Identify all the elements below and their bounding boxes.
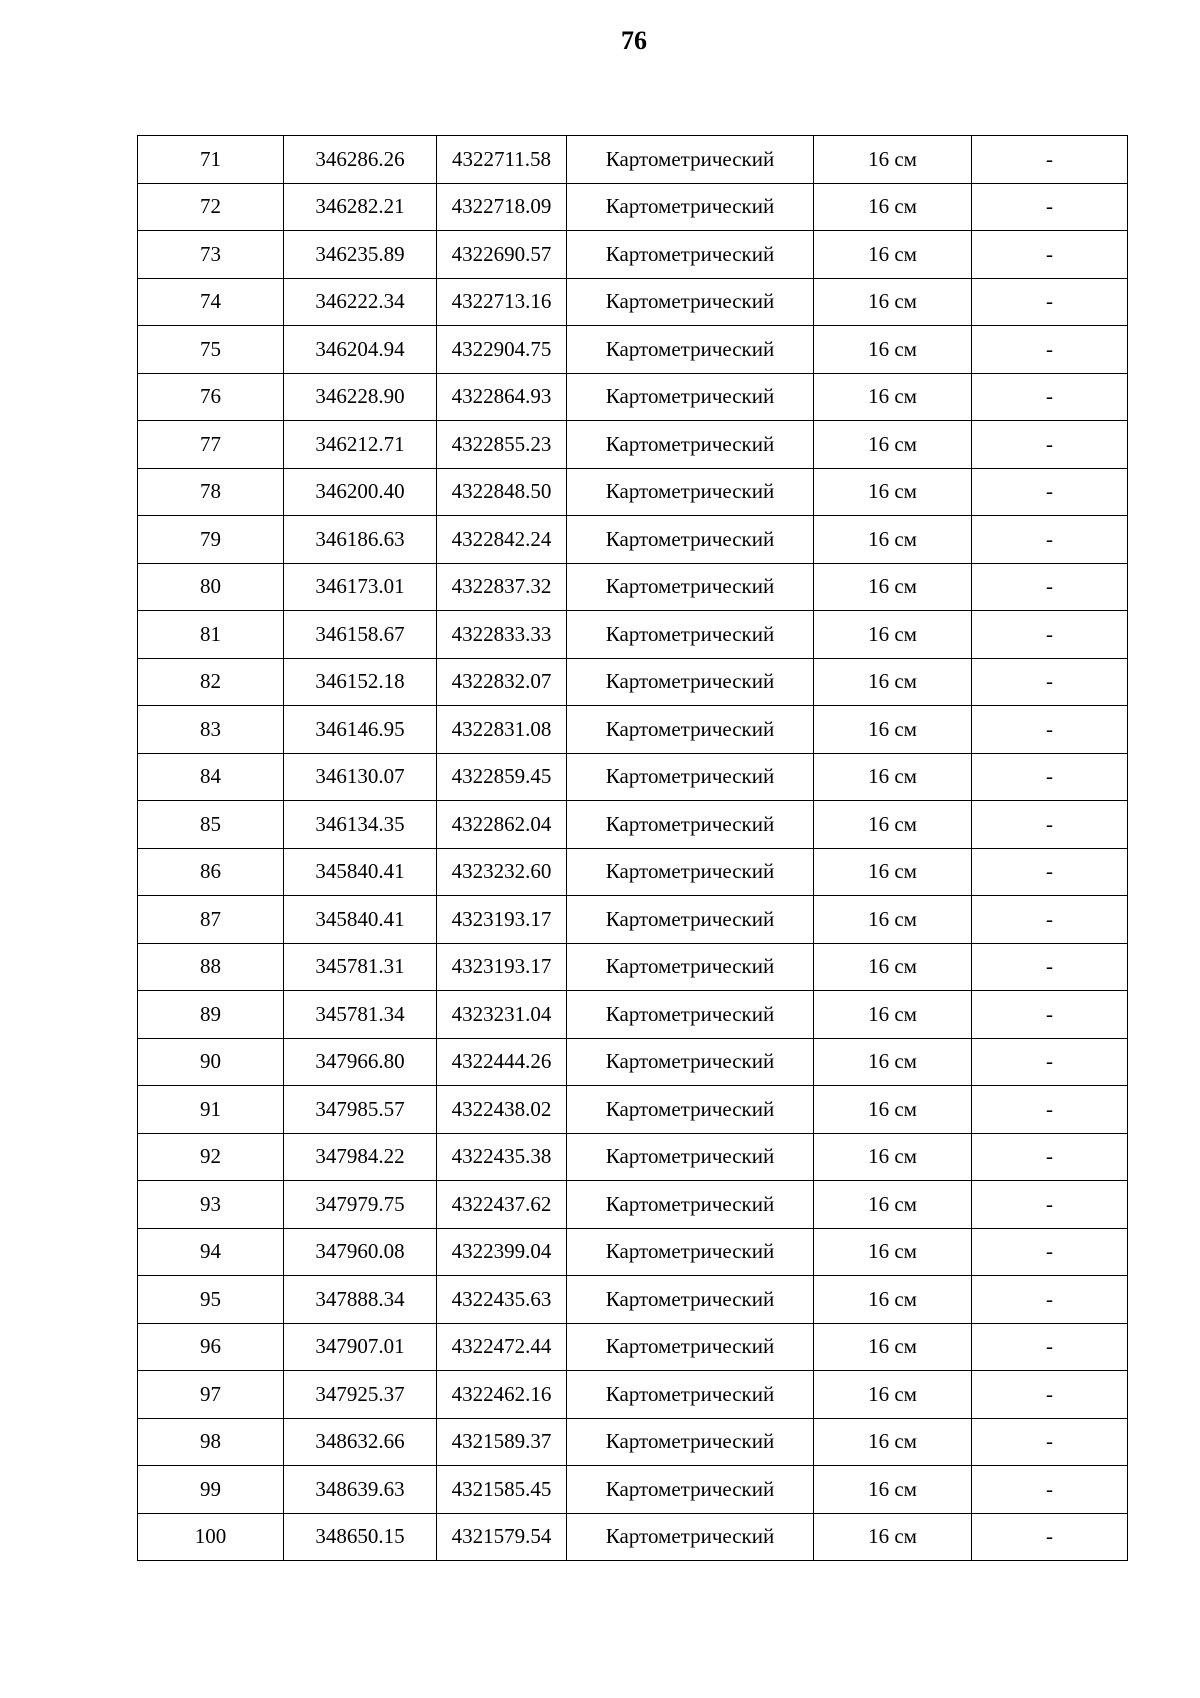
y-coordinate-cell: 4322713.16 (437, 278, 567, 326)
accuracy-cell: 16 см (814, 896, 972, 944)
note-cell: - (972, 896, 1128, 944)
table-row (138, 706, 1128, 754)
y-coordinate-cell: 4322399.04 (437, 1228, 567, 1276)
x-coordinate-cell: 346134.35 (284, 801, 437, 849)
y-coordinate-cell: 4322904.75 (437, 326, 567, 374)
accuracy-cell: 16 см (814, 373, 972, 421)
y-coordinate-cell: 4323193.17 (437, 943, 567, 991)
note-cell: - (972, 1466, 1128, 1514)
y-coordinate-cell: 4322435.63 (437, 1276, 567, 1324)
note-cell: - (972, 231, 1128, 279)
point-number-cell: 82 (138, 658, 284, 706)
table-row (138, 1181, 1128, 1229)
point-number-cell: 98 (138, 1418, 284, 1466)
y-coordinate-cell: 4322435.38 (437, 1133, 567, 1181)
y-coordinate-cell: 4322855.23 (437, 421, 567, 469)
accuracy-cell: 16 см (814, 1276, 972, 1324)
method-cell: Картометрический (567, 1513, 814, 1561)
accuracy-cell: 16 см (814, 1371, 972, 1419)
method-cell: Картометрический (567, 1276, 814, 1324)
accuracy-cell: 16 см (814, 848, 972, 896)
y-coordinate-cell: 4322864.93 (437, 373, 567, 421)
x-coordinate-cell: 347984.22 (284, 1133, 437, 1181)
table-row (138, 1276, 1128, 1324)
point-number-cell: 99 (138, 1466, 284, 1514)
accuracy-cell: 16 см (814, 421, 972, 469)
note-cell: - (972, 278, 1128, 326)
x-coordinate-cell: 346222.34 (284, 278, 437, 326)
note-cell: - (972, 1181, 1128, 1229)
y-coordinate-cell: 4323232.60 (437, 848, 567, 896)
x-coordinate-cell: 345840.41 (284, 848, 437, 896)
y-coordinate-cell: 4322444.26 (437, 1038, 567, 1086)
note-cell: - (972, 326, 1128, 374)
note-cell: - (972, 1323, 1128, 1371)
table-row (138, 611, 1128, 659)
point-number-cell: 86 (138, 848, 284, 896)
x-coordinate-cell: 348650.15 (284, 1513, 437, 1561)
point-number-cell: 71 (138, 136, 284, 184)
table-row (138, 943, 1128, 991)
coordinates-table (137, 135, 1128, 1561)
method-cell: Картометрический (567, 563, 814, 611)
x-coordinate-cell: 345840.41 (284, 896, 437, 944)
point-number-cell: 88 (138, 943, 284, 991)
method-cell: Картометрический (567, 991, 814, 1039)
x-coordinate-cell: 346152.18 (284, 658, 437, 706)
accuracy-cell: 16 см (814, 706, 972, 754)
point-number-cell: 74 (138, 278, 284, 326)
method-cell: Картометрический (567, 848, 814, 896)
note-cell: - (972, 373, 1128, 421)
method-cell: Картометрический (567, 373, 814, 421)
method-cell: Картометрический (567, 1228, 814, 1276)
y-coordinate-cell: 4321589.37 (437, 1418, 567, 1466)
method-cell: Картометрический (567, 1323, 814, 1371)
method-cell: Картометрический (567, 1038, 814, 1086)
accuracy-cell: 16 см (814, 468, 972, 516)
x-coordinate-cell: 347907.01 (284, 1323, 437, 1371)
x-coordinate-cell: 345781.34 (284, 991, 437, 1039)
x-coordinate-cell: 347960.08 (284, 1228, 437, 1276)
y-coordinate-cell: 4322837.32 (437, 563, 567, 611)
point-number-cell: 87 (138, 896, 284, 944)
y-coordinate-cell: 4322832.07 (437, 658, 567, 706)
accuracy-cell: 16 см (814, 278, 972, 326)
note-cell: - (972, 1513, 1128, 1561)
x-coordinate-cell: 346173.01 (284, 563, 437, 611)
note-cell: - (972, 1133, 1128, 1181)
y-coordinate-cell: 4322462.16 (437, 1371, 567, 1419)
x-coordinate-cell: 348632.66 (284, 1418, 437, 1466)
method-cell: Картометрический (567, 658, 814, 706)
accuracy-cell: 16 см (814, 801, 972, 849)
method-cell: Картометрический (567, 421, 814, 469)
method-cell: Картометрический (567, 468, 814, 516)
table-row (138, 231, 1128, 279)
note-cell: - (972, 848, 1128, 896)
table-row (138, 563, 1128, 611)
note-cell: - (972, 563, 1128, 611)
table-row (138, 753, 1128, 801)
accuracy-cell: 16 см (814, 183, 972, 231)
y-coordinate-cell: 4322711.58 (437, 136, 567, 184)
table-row (138, 991, 1128, 1039)
accuracy-cell: 16 см (814, 753, 972, 801)
accuracy-cell: 16 см (814, 516, 972, 564)
y-coordinate-cell: 4322472.44 (437, 1323, 567, 1371)
table-row (138, 658, 1128, 706)
x-coordinate-cell: 346186.63 (284, 516, 437, 564)
note-cell: - (972, 1086, 1128, 1134)
point-number-cell: 92 (138, 1133, 284, 1181)
point-number-cell: 77 (138, 421, 284, 469)
x-coordinate-cell: 346286.26 (284, 136, 437, 184)
x-coordinate-cell: 346228.90 (284, 373, 437, 421)
accuracy-cell: 16 см (814, 1466, 972, 1514)
accuracy-cell: 16 см (814, 231, 972, 279)
accuracy-cell: 16 см (814, 1086, 972, 1134)
x-coordinate-cell: 346146.95 (284, 706, 437, 754)
coordinates-table-body (138, 136, 1128, 1561)
x-coordinate-cell: 347888.34 (284, 1276, 437, 1324)
accuracy-cell: 16 см (814, 563, 972, 611)
x-coordinate-cell: 346235.89 (284, 231, 437, 279)
note-cell: - (972, 991, 1128, 1039)
point-number-cell: 97 (138, 1371, 284, 1419)
method-cell: Картометрический (567, 801, 814, 849)
note-cell: - (972, 801, 1128, 849)
accuracy-cell: 16 см (814, 1418, 972, 1466)
table-row (138, 326, 1128, 374)
point-number-cell: 78 (138, 468, 284, 516)
method-cell: Картометрический (567, 1086, 814, 1134)
point-number-cell: 85 (138, 801, 284, 849)
method-cell: Картометрический (567, 516, 814, 564)
accuracy-cell: 16 см (814, 1323, 972, 1371)
y-coordinate-cell: 4322831.08 (437, 706, 567, 754)
table-row (138, 1038, 1128, 1086)
x-coordinate-cell: 345781.31 (284, 943, 437, 991)
note-cell: - (972, 658, 1128, 706)
note-cell: - (972, 1228, 1128, 1276)
table-row (138, 848, 1128, 896)
y-coordinate-cell: 4322859.45 (437, 753, 567, 801)
y-coordinate-cell: 4323193.17 (437, 896, 567, 944)
table-row (138, 373, 1128, 421)
y-coordinate-cell: 4321585.45 (437, 1466, 567, 1514)
point-number-cell: 94 (138, 1228, 284, 1276)
method-cell: Картометрический (567, 326, 814, 374)
y-coordinate-cell: 4321579.54 (437, 1513, 567, 1561)
note-cell: - (972, 706, 1128, 754)
point-number-cell: 72 (138, 183, 284, 231)
note-cell: - (972, 753, 1128, 801)
y-coordinate-cell: 4322437.62 (437, 1181, 567, 1229)
accuracy-cell: 16 см (814, 1133, 972, 1181)
method-cell: Картометрический (567, 183, 814, 231)
table-row (138, 278, 1128, 326)
method-cell: Картометрический (567, 1371, 814, 1419)
table-row (138, 801, 1128, 849)
point-number-cell: 75 (138, 326, 284, 374)
table-row (138, 421, 1128, 469)
point-number-cell: 84 (138, 753, 284, 801)
table-row (138, 468, 1128, 516)
y-coordinate-cell: 4322438.02 (437, 1086, 567, 1134)
x-coordinate-cell: 346158.67 (284, 611, 437, 659)
note-cell: - (972, 1276, 1128, 1324)
x-coordinate-cell: 347979.75 (284, 1181, 437, 1229)
accuracy-cell: 16 см (814, 1228, 972, 1276)
y-coordinate-cell: 4322833.33 (437, 611, 567, 659)
method-cell: Картометрический (567, 231, 814, 279)
method-cell: Картометрический (567, 136, 814, 184)
table-row (138, 1371, 1128, 1419)
note-cell: - (972, 611, 1128, 659)
method-cell: Картометрический (567, 896, 814, 944)
point-number-cell: 100 (138, 1513, 284, 1561)
point-number-cell: 95 (138, 1276, 284, 1324)
method-cell: Картометрический (567, 1418, 814, 1466)
table-row (138, 1466, 1128, 1514)
accuracy-cell: 16 см (814, 658, 972, 706)
note-cell: - (972, 183, 1128, 231)
x-coordinate-cell: 347966.80 (284, 1038, 437, 1086)
x-coordinate-cell: 346130.07 (284, 753, 437, 801)
y-coordinate-cell: 4323231.04 (437, 991, 567, 1039)
x-coordinate-cell: 347985.57 (284, 1086, 437, 1134)
method-cell: Картометрический (567, 706, 814, 754)
point-number-cell: 79 (138, 516, 284, 564)
note-cell: - (972, 1038, 1128, 1086)
y-coordinate-cell: 4322690.57 (437, 231, 567, 279)
accuracy-cell: 16 см (814, 1038, 972, 1086)
page-number: 76 (621, 26, 647, 55)
note-cell: - (972, 136, 1128, 184)
method-cell: Картометрический (567, 1133, 814, 1181)
point-number-cell: 90 (138, 1038, 284, 1086)
accuracy-cell: 16 см (814, 136, 972, 184)
method-cell: Картометрический (567, 278, 814, 326)
table-row (138, 516, 1128, 564)
table-row (138, 1323, 1128, 1371)
point-number-cell: 80 (138, 563, 284, 611)
table-row (138, 896, 1128, 944)
note-cell: - (972, 421, 1128, 469)
method-cell: Картометрический (567, 611, 814, 659)
x-coordinate-cell: 348639.63 (284, 1466, 437, 1514)
x-coordinate-cell: 346200.40 (284, 468, 437, 516)
point-number-cell: 76 (138, 373, 284, 421)
table-row (138, 1133, 1128, 1181)
y-coordinate-cell: 4322718.09 (437, 183, 567, 231)
table-row (138, 1086, 1128, 1134)
accuracy-cell: 16 см (814, 1513, 972, 1561)
accuracy-cell: 16 см (814, 1181, 972, 1229)
accuracy-cell: 16 см (814, 943, 972, 991)
point-number-cell: 73 (138, 231, 284, 279)
x-coordinate-cell: 346204.94 (284, 326, 437, 374)
table-row (138, 1513, 1128, 1561)
note-cell: - (972, 943, 1128, 991)
accuracy-cell: 16 см (814, 991, 972, 1039)
y-coordinate-cell: 4322862.04 (437, 801, 567, 849)
accuracy-cell: 16 см (814, 611, 972, 659)
point-number-cell: 91 (138, 1086, 284, 1134)
table-row (138, 1418, 1128, 1466)
y-coordinate-cell: 4322848.50 (437, 468, 567, 516)
table-row (138, 1228, 1128, 1276)
point-number-cell: 81 (138, 611, 284, 659)
x-coordinate-cell: 346282.21 (284, 183, 437, 231)
note-cell: - (972, 1418, 1128, 1466)
y-coordinate-cell: 4322842.24 (437, 516, 567, 564)
method-cell: Картометрический (567, 1466, 814, 1514)
note-cell: - (972, 468, 1128, 516)
x-coordinate-cell: 346212.71 (284, 421, 437, 469)
method-cell: Картометрический (567, 1181, 814, 1229)
point-number-cell: 89 (138, 991, 284, 1039)
table-row (138, 136, 1128, 184)
point-number-cell: 83 (138, 706, 284, 754)
x-coordinate-cell: 347925.37 (284, 1371, 437, 1419)
note-cell: - (972, 1371, 1128, 1419)
method-cell: Картометрический (567, 753, 814, 801)
accuracy-cell: 16 см (814, 326, 972, 374)
point-number-cell: 96 (138, 1323, 284, 1371)
point-number-cell: 93 (138, 1181, 284, 1229)
note-cell: - (972, 516, 1128, 564)
method-cell: Картометрический (567, 943, 814, 991)
table-row (138, 183, 1128, 231)
